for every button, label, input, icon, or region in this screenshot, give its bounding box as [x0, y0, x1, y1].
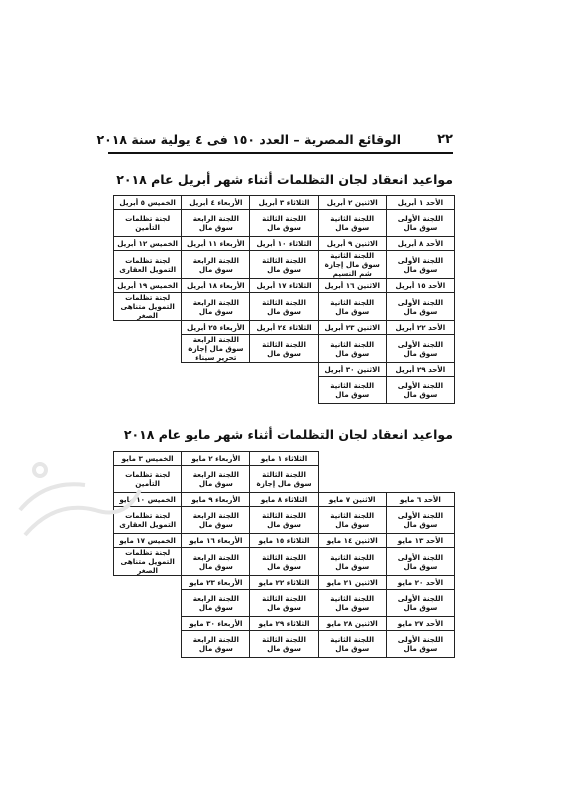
- committee-cell: اللجنة الرابعة سوق مال: [182, 466, 250, 493]
- committee-cell: اللجنة الثانية سوق مال إجازة شم النسيم: [318, 251, 386, 279]
- day-cell: الأحد ٢٢ أبريل: [386, 321, 454, 335]
- empty-cell: [386, 466, 454, 493]
- committee-cell: اللجنة الرابعة سوق مال: [182, 210, 250, 237]
- empty-cell: [114, 335, 182, 363]
- empty-cell: [318, 452, 386, 466]
- day-cell: الثلاثاء ٨ مايو: [250, 493, 318, 507]
- committee-cell: اللجنة الثالثة سوق مال: [250, 251, 318, 279]
- day-cell: الاثنين ١٤ مايو: [318, 534, 386, 548]
- day-cell: الأحد ١٣ مايو: [386, 534, 454, 548]
- day-row: [114, 279, 455, 293]
- day-cell: الخميس ١٧ مايو: [114, 534, 182, 548]
- empty-cell: [182, 363, 250, 377]
- committee-row: [114, 210, 455, 237]
- day-cell: الأربعاء ٩ مايو: [182, 493, 250, 507]
- day-cell: الاثنين ٣٠ أبريل: [318, 363, 386, 377]
- committee-cell: اللجنة الثانية سوق مال: [318, 335, 386, 363]
- day-cell: الاثنين ٢١ مايو: [318, 576, 386, 590]
- committee-cell: اللجنة الرابعة سوق مال إجازة تحرير سيناء: [182, 335, 250, 363]
- empty-cell: [114, 363, 182, 377]
- header-rule: [108, 152, 453, 154]
- committee-cell: اللجنة الأولى سوق مال: [386, 335, 454, 363]
- day-row: [114, 534, 455, 548]
- day-cell: الأربعاء ١٨ أبريل: [182, 279, 250, 293]
- committee-cell: اللجنة الثالثة سوق مال: [250, 507, 318, 534]
- committee-cell: اللجنة الثانية سوق مال: [318, 631, 386, 658]
- day-cell: الأحد ٦ مايو: [386, 493, 454, 507]
- day-row: [114, 617, 455, 631]
- committee-cell: اللجنة الثالثة سوق مال: [250, 293, 318, 321]
- day-cell: الاثنين ٢ أبريل: [318, 196, 386, 210]
- empty-cell: [318, 466, 386, 493]
- day-cell: الأحد ٢٧ مايو: [386, 617, 454, 631]
- committee-cell: اللجنة الرابعة سوق مال: [182, 631, 250, 658]
- committee-row: [114, 251, 455, 279]
- committee-cell: اللجنة الأولى سوق مال: [386, 507, 454, 534]
- committee-cell: اللجنة الثالثة سوق مال: [250, 335, 318, 363]
- committee-row: [114, 590, 455, 617]
- day-cell: الخميس ٥ أبريل: [114, 196, 182, 210]
- committee-row: [114, 293, 455, 321]
- empty-cell: [386, 452, 454, 466]
- day-cell: الأربعاء ٣٠ مايو: [182, 617, 250, 631]
- day-cell: الأربعاء ١١ أبريل: [182, 237, 250, 251]
- day-cell: الثلاثاء ١٥ مايو: [250, 534, 318, 548]
- day-row: [114, 196, 455, 210]
- committee-cell: اللجنة الثالثة سوق مال إجازة: [250, 466, 318, 493]
- committee-cell: اللجنة الثانية سوق مال: [318, 548, 386, 576]
- day-cell: الأربعاء ٢٥ أبريل: [182, 321, 250, 335]
- day-cell: الثلاثاء ١٠ أبريل: [250, 237, 318, 251]
- page-header: [96, 130, 453, 152]
- day-cell: الأحد ٢٠ مايو: [386, 576, 454, 590]
- committee-cell: لجنة تظلمات التأمين: [114, 466, 182, 493]
- day-cell: الاثنين ٧ مايو: [318, 493, 386, 507]
- day-cell: الخميس ٣ مايو: [114, 452, 182, 466]
- day-cell: الأحد ٨ أبريل: [386, 237, 454, 251]
- empty-cell: [114, 377, 182, 404]
- committee-row: [114, 507, 455, 534]
- committee-cell: اللجنة الرابعة سوق مال: [182, 251, 250, 279]
- page-number: ٢٢: [437, 132, 453, 147]
- day-cell: الأحد ١ أبريل: [386, 196, 454, 210]
- committee-cell: اللجنة الثالثة سوق مال: [250, 210, 318, 237]
- day-cell: الاثنين ٢٣ أبريل: [318, 321, 386, 335]
- day-row: [114, 493, 455, 507]
- committee-cell: اللجنة الرابعة سوق مال: [182, 590, 250, 617]
- day-cell: الاثنين ٢٨ مايو: [318, 617, 386, 631]
- gazette-title: الوقائع المصرية – العدد ١٥٠ فى ٤ يولية سنة ٢٠١٨: [96, 132, 401, 147]
- committee-cell: لجنة تظلمات التمويل متناهى الصغر: [114, 548, 182, 576]
- committee-row: [114, 631, 455, 658]
- committee-row: [114, 548, 455, 576]
- committee-cell: اللجنة الأولى سوق مال: [386, 548, 454, 576]
- day-cell: الثلاثاء ٢٩ مايو: [250, 617, 318, 631]
- day-row: [114, 321, 455, 335]
- committee-cell: اللجنة الأولى سوق مال: [386, 210, 454, 237]
- empty-cell: [114, 590, 182, 617]
- day-cell: الأربعاء ٤ أبريل: [182, 196, 250, 210]
- april-schedule-title: مواعيد انعقاد لجان التظلمات أثناء شهر أبريل عام ٢٠١٨: [116, 172, 453, 187]
- day-cell: الخميس ١٩ أبريل: [114, 279, 182, 293]
- day-cell: الاثنين ١٦ أبريل: [318, 279, 386, 293]
- committee-cell: اللجنة الرابعة سوق مال: [182, 293, 250, 321]
- day-cell: الثلاثاء ٣ أبريل: [250, 196, 318, 210]
- committee-row: [114, 377, 455, 404]
- may-schedule-table: [113, 451, 455, 658]
- day-cell: الخميس ١٢ أبريل: [114, 237, 182, 251]
- empty-cell: [182, 377, 250, 404]
- committee-cell: اللجنة الثانية سوق مال: [318, 590, 386, 617]
- committee-row: [114, 466, 455, 493]
- day-cell: الاثنين ٩ أبريل: [318, 237, 386, 251]
- committee-cell: اللجنة الثانية سوق مال: [318, 507, 386, 534]
- day-cell: الثلاثاء ١٧ أبريل: [250, 279, 318, 293]
- empty-cell: [114, 321, 182, 335]
- day-cell: الثلاثاء ١ مايو: [250, 452, 318, 466]
- empty-cell: [250, 363, 318, 377]
- day-row: [114, 237, 455, 251]
- may-schedule-title: مواعيد انعقاد لجان التظلمات أثناء شهر مايو عام ٢٠١٨: [123, 427, 453, 442]
- committee-cell: اللجنة الثالثة سوق مال: [250, 548, 318, 576]
- day-row: [114, 363, 455, 377]
- committee-cell: اللجنة الثانية سوق مال: [318, 377, 386, 404]
- empty-cell: [114, 576, 182, 590]
- committee-cell: اللجنة الرابعة سوق مال: [182, 548, 250, 576]
- committee-cell: اللجنة الثالثة سوق مال: [250, 590, 318, 617]
- day-cell: الثلاثاء ٢٢ مايو: [250, 576, 318, 590]
- committee-cell: اللجنة الثانية سوق مال: [318, 210, 386, 237]
- committee-cell: اللجنة الأولى سوق مال: [386, 293, 454, 321]
- day-cell: الأربعاء ٢ مايو: [182, 452, 250, 466]
- empty-cell: [114, 617, 182, 631]
- committee-cell: اللجنة الأولى سوق مال: [386, 590, 454, 617]
- committee-cell: اللجنة الأولى سوق مال: [386, 251, 454, 279]
- committee-cell: لجنة تظلمات التمويل متناهى الصغر: [114, 293, 182, 321]
- committee-cell: لجنة تظلمات التأمين: [114, 210, 182, 237]
- committee-cell: اللجنة الثانية سوق مال: [318, 293, 386, 321]
- committee-cell: اللجنة الأولى سوق مال: [386, 377, 454, 404]
- day-row: [114, 576, 455, 590]
- committee-cell: لجنة تظلمات التمويل العقارى: [114, 251, 182, 279]
- empty-cell: [250, 377, 318, 404]
- committee-cell: لجنة تظلمات التمويل العقارى: [114, 507, 182, 534]
- day-cell: الأحد ٢٩ أبريل: [386, 363, 454, 377]
- empty-cell: [114, 631, 182, 658]
- day-row: [114, 452, 455, 466]
- april-schedule-table: [113, 195, 455, 404]
- committee-row: [114, 335, 455, 363]
- day-cell: الأحد ١٥ أبريل: [386, 279, 454, 293]
- day-cell: الأربعاء ١٦ مايو: [182, 534, 250, 548]
- committee-cell: اللجنة الرابعة سوق مال: [182, 507, 250, 534]
- committee-cell: اللجنة الأولى سوق مال: [386, 631, 454, 658]
- day-cell: الثلاثاء ٢٤ أبريل: [250, 321, 318, 335]
- committee-cell: اللجنة الثالثة سوق مال: [250, 631, 318, 658]
- day-cell: الأربعاء ٢٣ مايو: [182, 576, 250, 590]
- day-cell: الخميس ١٠ مايو: [114, 493, 182, 507]
